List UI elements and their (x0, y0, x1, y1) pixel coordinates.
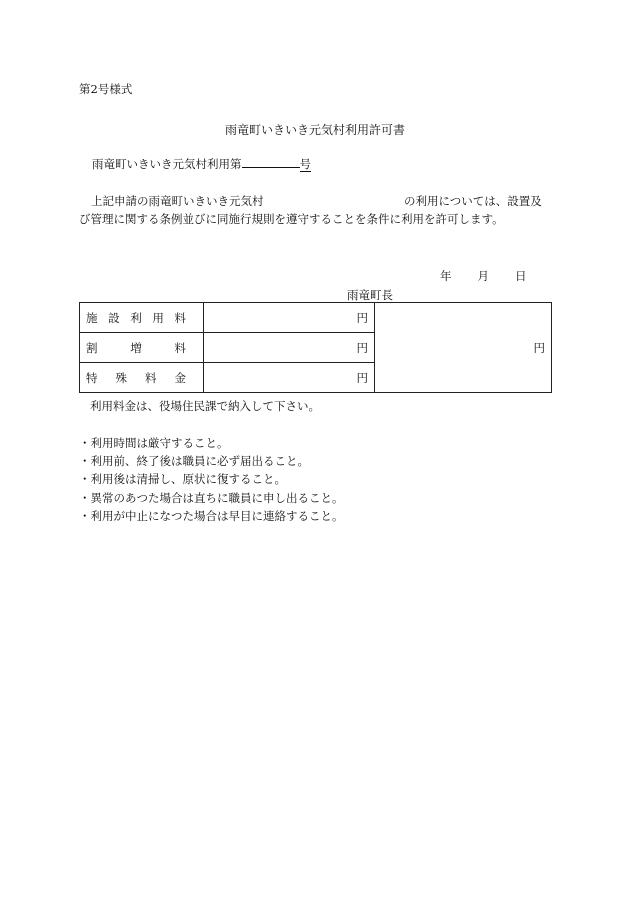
fee-label-special: 特 殊 料 金 (80, 363, 204, 393)
payment-note: 利用料金は、役場住民課で納入して下さい。 (90, 399, 320, 413)
date-month: 月 (477, 269, 489, 283)
body-line1-start: 上記申請の雨竜町いきいき元気村 (91, 194, 264, 208)
permit-number-blank[interactable] (242, 157, 300, 168)
fee-label-surcharge: 割 増 料 (80, 333, 204, 363)
body-line2: び管理に関する条例並びに同施行規則を遵守することを条件に利用を許可します。 (79, 212, 504, 226)
date-line (440, 268, 527, 284)
list-item: ・異常のあつた場合は直ちに職員に申し出ること。 (79, 490, 344, 505)
body-line1-end: の利用については、設置及 (404, 194, 542, 208)
permit-number-prefix: 雨竜町いきいき元気村利用第 (92, 157, 242, 171)
form-number: 第2号様式 (79, 82, 133, 96)
fees-table (79, 302, 552, 393)
date-year: 年 (440, 269, 452, 283)
fee-amount-surcharge[interactable]: 円 (204, 333, 375, 363)
fee-total[interactable]: 円 (375, 303, 552, 393)
list-item: ・利用時間は厳守すること。 (79, 436, 229, 450)
list-item: ・利用後は清掃し、原状に復すること。 (79, 472, 286, 487)
fee-label-facility: 施 設 利 用 料 (80, 303, 204, 333)
permit-number-line (92, 156, 311, 172)
document-title: 雨竜町いきいき元気村利用許可書 (224, 123, 405, 137)
issuer-title: 雨竜町長 (347, 288, 393, 302)
notes-list (79, 434, 344, 525)
list-item: ・利用が中止になつた場合は早目に連絡すること。 (79, 508, 344, 523)
fee-amount-facility[interactable]: 円 (204, 303, 375, 333)
table-row (80, 303, 552, 333)
list-item: ・利用前、終了後は職員に必ず届出ること。 (79, 454, 309, 469)
date-day: 日 (515, 269, 527, 283)
permit-number-suffix: 号 (299, 157, 311, 171)
fee-amount-special[interactable]: 円 (204, 363, 375, 393)
